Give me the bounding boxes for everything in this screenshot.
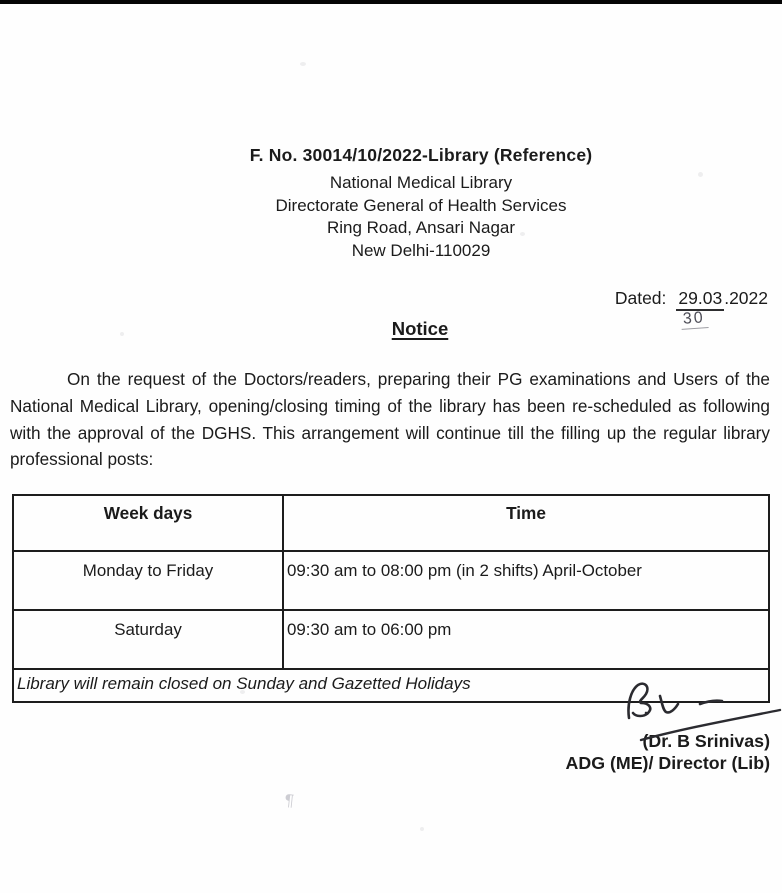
row-time: 09:30 am to 06:00 pm [283,610,769,669]
scan-artifact-paragraph-mark: ¶ [283,790,296,811]
letterhead [30,0,782,262]
signatory-designation: ADG (ME)/ Director (Lib) [565,752,770,773]
dated-label: Dated: [614,288,667,309]
scan-noise-speck [698,172,703,177]
file-number: F. No. 30014/10/2022-Library (Reference) [249,145,593,165]
signatory-name: (Dr. B Srinivas) [642,731,770,751]
org-name: National Medical Library [329,173,513,192]
row-days: Saturday [13,610,283,669]
table-header-row [13,495,769,551]
row-time: 09:30 am to 08:00 pm (in 2 shifts) April-October [283,551,769,610]
table-footnote-row [13,669,769,702]
notice-title: Notice [391,318,449,340]
handwritten-date-correction: 30 [681,309,709,330]
scan-noise-speck [240,690,245,694]
org-city: New Delhi-110029 [351,240,491,260]
notice-body-paragraph: On the request of the Doctors/readers, preparing their PG examinations and Users of the National Medical Library, opening/closing timing of the library has been re-scheduled as following with the approval of the DGHS. This arrangement will continue till the filling up the regular library professional posts: [10,369,770,470]
library-timing-table [12,494,770,703]
date-year: .2022 [724,288,768,309]
table-row [13,610,769,669]
org-address: Ring Road, Ansari Nagar [326,218,516,238]
header-time: Time [283,495,769,551]
org-directorate: Directorate General of Health Services [275,195,567,215]
scan-noise-speck [300,62,306,66]
closed-days-note: Library will remain closed on Sunday and Gazetted Holidays [13,669,769,702]
signatory-block [566,731,770,774]
header-week-days: Week days [13,495,283,551]
scan-noise-speck [420,827,424,831]
scan-noise-speck [120,332,124,336]
scan-noise-speck [520,232,525,236]
table-row [13,551,769,610]
date-day-month: 29.03 [676,288,724,311]
row-days: Monday to Friday [13,551,283,610]
